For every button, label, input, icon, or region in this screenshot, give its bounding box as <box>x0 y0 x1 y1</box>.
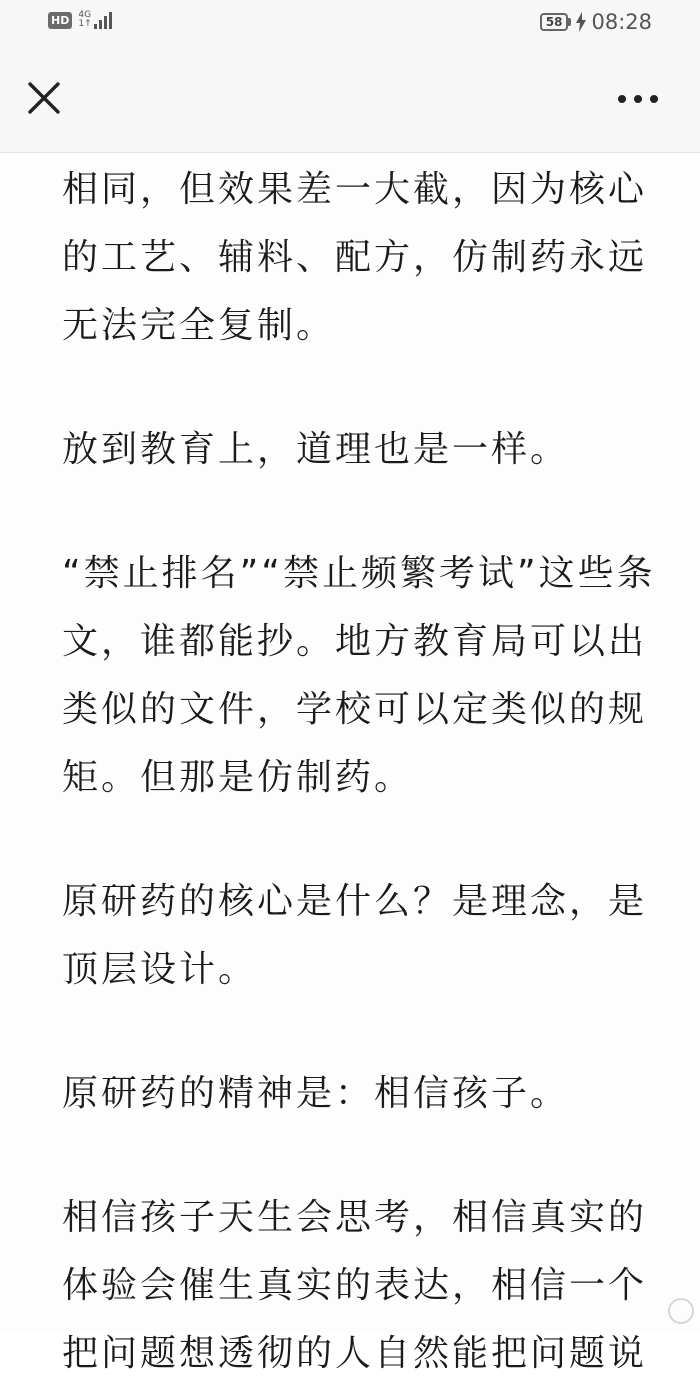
hd-badge: HD <box>48 12 72 29</box>
nav-bar <box>0 48 700 153</box>
paragraph <box>62 1184 662 1388</box>
text-line: 的工艺、辅料、配方，仿制药永远 <box>62 237 648 278</box>
paragraph <box>62 416 662 484</box>
network-type <box>78 11 91 29</box>
text-line: 相信孩子天生会思考，相信真实的 <box>62 1197 648 1238</box>
article-body <box>62 152 662 1388</box>
network-type-label: 4G <box>78 10 92 20</box>
network-sub-label: 1↑ <box>78 19 92 29</box>
text-line: 文，谁都能抄。地方教育局可以出 <box>62 621 648 662</box>
paragraph <box>62 1060 662 1128</box>
more-button[interactable] <box>612 84 664 114</box>
text-line: 无法完全复制。 <box>62 305 336 346</box>
text-line: 放到教育上，道理也是一样。 <box>62 429 570 470</box>
more-horizontal-icon <box>612 84 664 114</box>
text-line: 类似的文件，学校可以定类似的规 <box>62 689 648 730</box>
close-button[interactable] <box>22 76 66 120</box>
clock: 08:28 <box>591 10 652 34</box>
signal-icon <box>94 11 112 29</box>
text-line: 原研药的精神是：相信孩子。 <box>62 1073 570 1114</box>
watermark-logo <box>668 1298 694 1324</box>
text-line: 体验会催生真实的表达，相信一个 <box>62 1265 648 1306</box>
battery-level: 58 <box>540 13 569 31</box>
charging-icon <box>575 12 587 32</box>
paragraph <box>62 868 662 1004</box>
text-line: 原研药的核心是什么？是理念，是 <box>62 881 648 922</box>
paragraph <box>62 540 662 812</box>
text-line: “禁止排名”“禁止频繁考试”这些条 <box>62 553 656 594</box>
status-right <box>540 10 652 34</box>
text-line: 把问题想透彻的人自然能把问题说 <box>62 1333 648 1374</box>
status-bar <box>0 0 700 48</box>
watermark-icon <box>668 1298 694 1324</box>
paragraph <box>62 156 662 360</box>
status-left <box>48 11 112 29</box>
text-line: 矩。但那是仿制药。 <box>62 757 414 798</box>
text-line: 顶层设计。 <box>62 949 258 990</box>
text-line: 相同，但效果差一大截，因为核心 <box>62 169 648 210</box>
close-icon <box>22 76 66 120</box>
battery-icon <box>540 13 572 31</box>
